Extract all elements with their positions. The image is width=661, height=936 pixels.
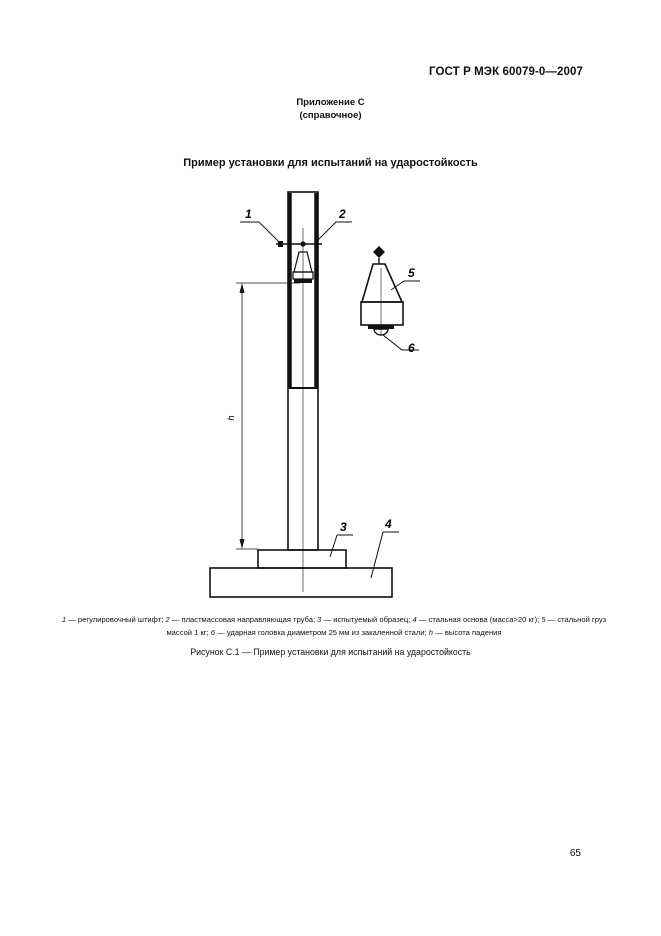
figure-caption: Рисунок С.1 — Пример установки для испытаний на ударостойкость (190, 647, 471, 657)
legend-num-4: 4 (412, 615, 417, 624)
label-h: h (226, 415, 236, 421)
annex-title: Приложение С (296, 97, 365, 108)
page-number: 65 (569, 848, 581, 859)
legend-text-h: — высота падения (433, 628, 502, 637)
annex-status: (справочное) (299, 110, 362, 121)
steel-base (210, 568, 392, 597)
legend-text-5: — стальной груз массой 1 кг; (166, 615, 607, 637)
legend-num-6: 6 (210, 628, 216, 637)
test-specimen (258, 550, 346, 568)
legend-text-2: — пластмассовая направляющая труба; (169, 615, 318, 624)
standard-header: ГОСТ Р МЭК 60079-0—2007 (429, 66, 583, 78)
legend-num-2: 2 (165, 615, 170, 624)
steel-weight (361, 246, 403, 335)
legend-num-1: 1 (61, 615, 67, 624)
leader-lines (240, 222, 420, 578)
callout-5: 5 (408, 266, 415, 280)
legend-num-h: h (428, 628, 434, 637)
legend-text-3: — испытуемый образец; (321, 615, 413, 624)
figure-legend (54, 613, 614, 639)
callout-2: 2 (339, 207, 346, 221)
legend-text-1: — регулировочный штифт; (66, 615, 166, 624)
legend-num-5: 5 (541, 615, 546, 624)
callout-4: 4 (385, 517, 392, 531)
figure-title: Пример установки для испытаний на ударостойкость (183, 157, 478, 169)
callout-1: 1 (245, 207, 252, 221)
legend-num-3: 3 (317, 615, 322, 624)
legend-text-6: — ударная головка диаметром 25 мм из закаленной стали; (215, 628, 429, 637)
callout-3: 3 (340, 520, 347, 534)
callout-6: 6 (408, 341, 415, 355)
legend-text-4: — стальная основа (масса>20 кг); (416, 615, 542, 624)
